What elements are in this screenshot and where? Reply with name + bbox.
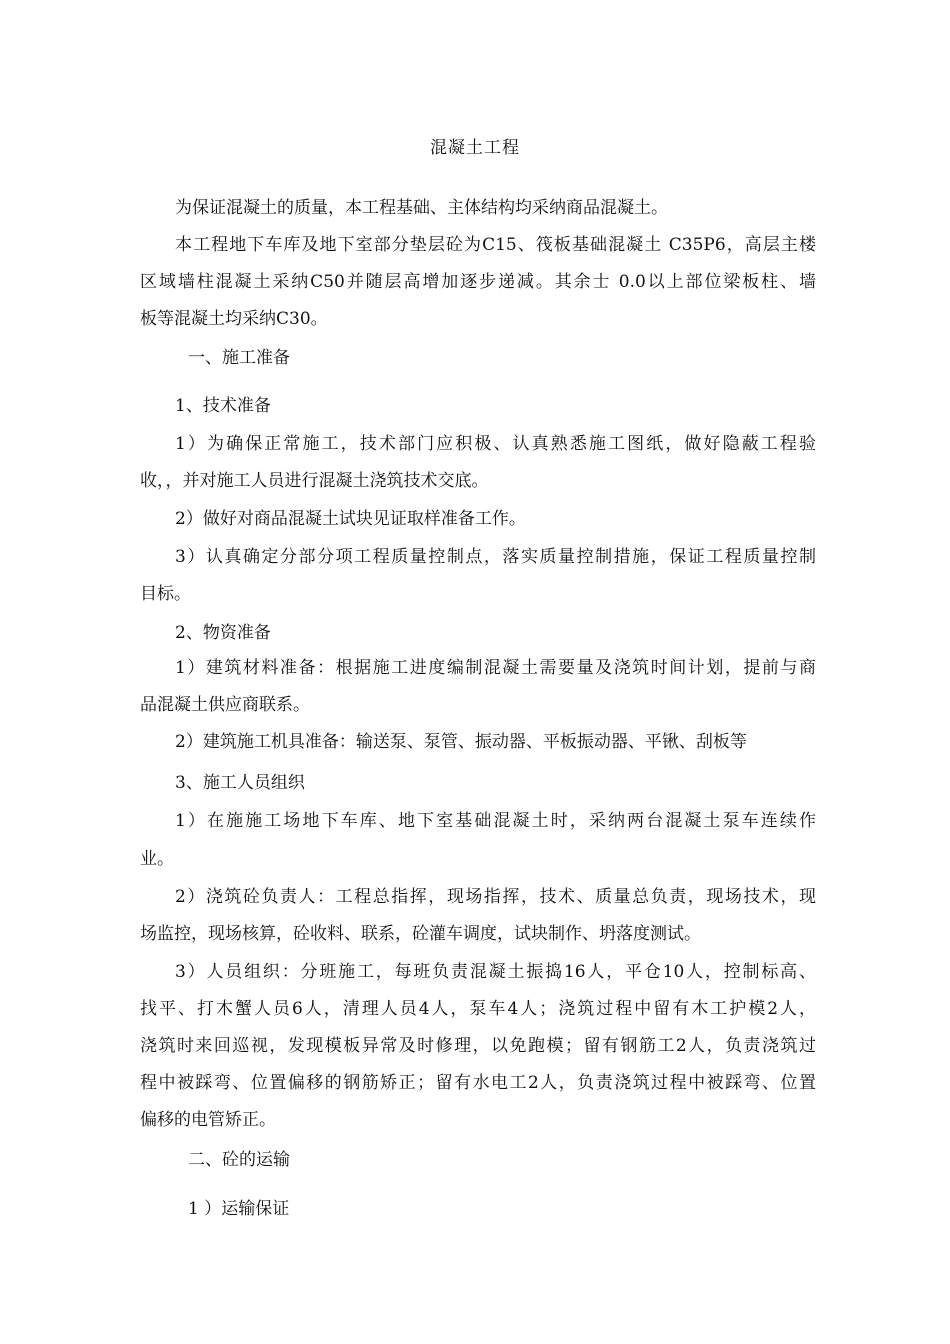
section-heading: 二、砼的运输 (188, 1150, 290, 1170)
subsection-heading: 3、施工人员组织 (175, 773, 305, 793)
paragraph-line: 程中被踩弯、位置偏移的钢筋矫正；留有水电工2人，负责浇筑过程中被踩弯、位置 (140, 1073, 816, 1093)
paragraph-line: 目标。 (140, 584, 191, 604)
paragraph-line: 1）建筑材料准备：根据施工进度编制混凝土需要量及浇筑时间计划，提前与商 (175, 658, 816, 678)
paragraph-line: 1）为确保正常施工，技术部门应积极、认真熟悉施工图纸，做好隐蔽工程验 (175, 434, 816, 454)
paragraph-line: 2）浇筑砼负责人：工程总指挥，现场指挥，技术、质量总负责，现场技术，现 (175, 887, 816, 907)
paragraph-line: 浇筑时来回巡视，发现模板异常及时修理，以免跑模；留有钢筋工2人，负责浇筑过 (140, 1036, 816, 1056)
section-heading: 一、施工准备 (188, 348, 290, 368)
paragraph-line: 本工程地下车库及地下室部分垫层砼为C15、筏板基础混凝土 C35P6，高层主楼 (175, 235, 816, 255)
paragraph-line: 区域墙柱混凝土采纳C50并随层高增加逐步递减。其余士 0.0以上部位梁板柱、墙 (140, 272, 816, 292)
paragraph-line: 2）建筑施工机具准备：输送泵、泵管、振动器、平板振动器、平锹、刮板等 (175, 732, 747, 752)
paragraph-line: 2）做好对商品混凝土试块见证取样准备工作。 (175, 509, 526, 529)
paragraph-line: 1）在施施工场地下车库、地下室基础混凝土时，采纳两台混凝土泵车连续作 (175, 811, 816, 831)
subsection-heading: 1 ）运输保证 (188, 1199, 290, 1219)
paragraph-line: 找平、打木蟹人员6人，清理人员4人，泵车4人；浇筑过程中留有木工护模2人， (140, 999, 816, 1019)
subsection-heading: 1、技术准备 (175, 396, 271, 416)
paragraph-line: 收，，并对施工人员进行混凝土浇筑技术交底。 (140, 471, 489, 491)
document-title: 混凝土工程 (430, 138, 520, 158)
paragraph-line: 板等混凝土均采纳C30。 (140, 309, 328, 329)
paragraph-line: 偏移的电管矫正。 (140, 1110, 276, 1130)
paragraph-line: 场监控，现场核算，砼收料、联系，砼灌车调度，试块制作、坍落度测试。 (140, 924, 701, 944)
paragraph-line: 业。 (140, 849, 174, 869)
subsection-heading: 2、物资准备 (175, 623, 271, 643)
paragraph-line: 3）认真确定分部分项工程质量控制点，落实质量控制措施，保证工程质量控制 (175, 547, 816, 567)
paragraph-line: 3）人员组织：分班施工，每班负责混凝土振捣16人，平仓10人，控制标高、 (175, 962, 816, 982)
paragraph-line: 品混凝土供应商联系。 (140, 695, 310, 715)
paragraph-line: 为保证混凝土的质量，本工程基础、主体结构均采纳商品混凝土。 (175, 198, 668, 218)
